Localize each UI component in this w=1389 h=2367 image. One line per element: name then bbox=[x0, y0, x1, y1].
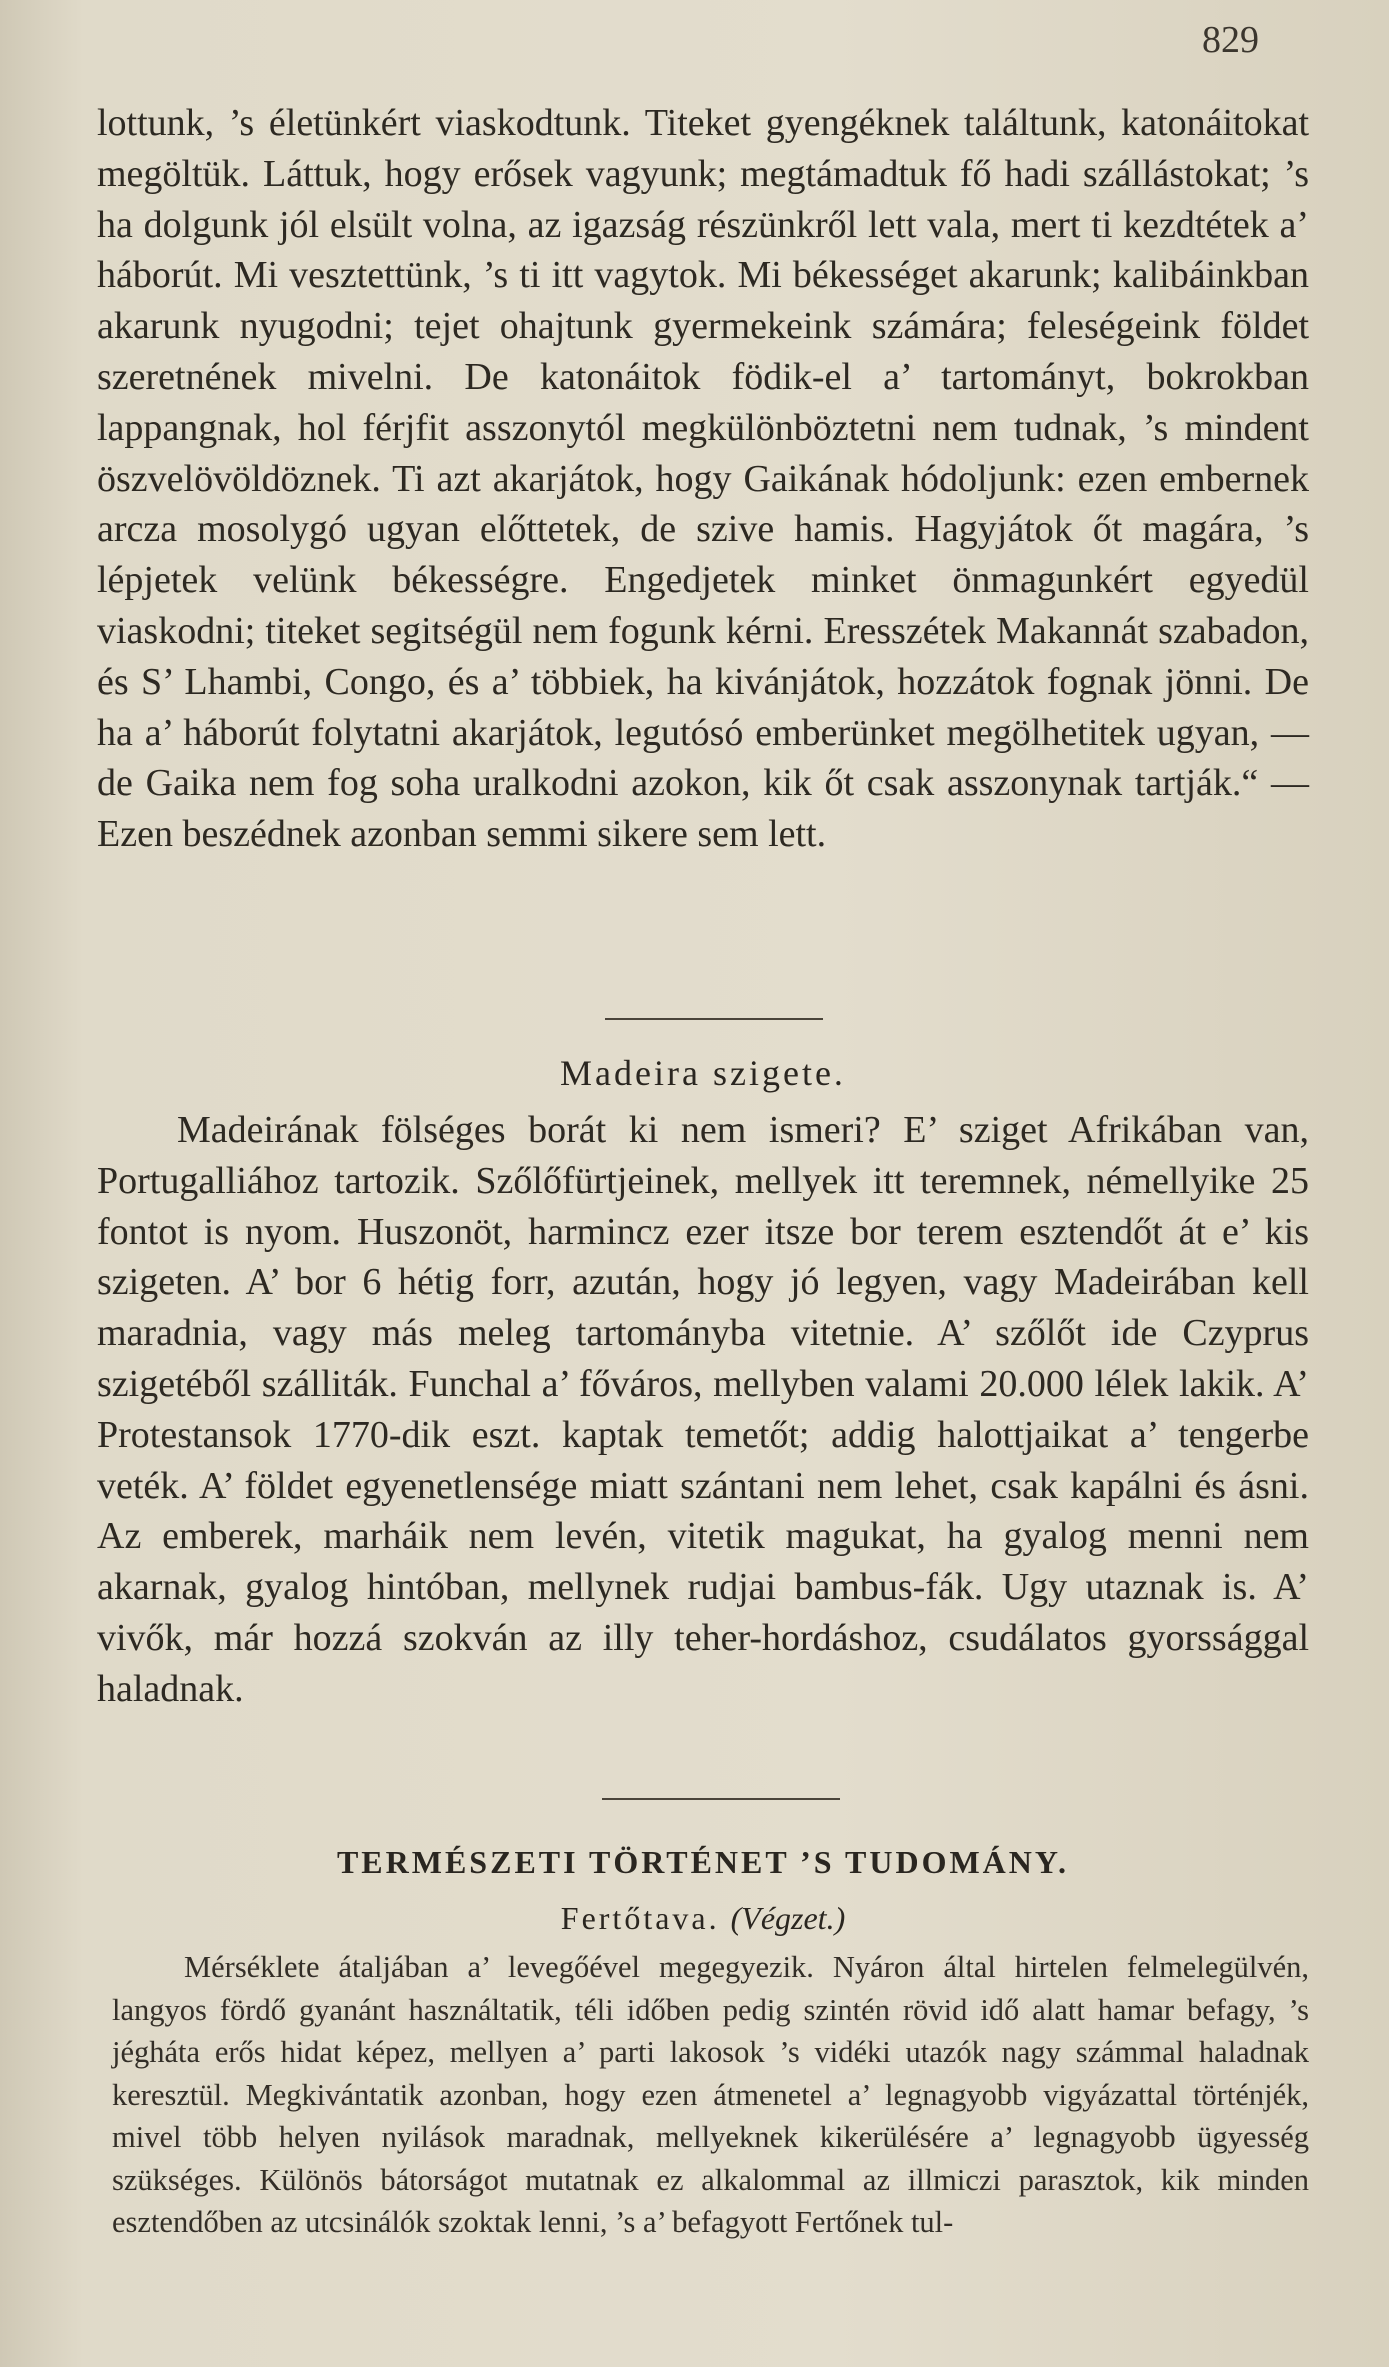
madeira-paragraph-block bbox=[97, 1105, 1309, 1715]
speech-paragraph: lottunk, ’s életünkért viaskodtunk. Titeket gyengéknek találtunk, katonáitokat megöltük. Láttuk, hogy erősek vagyunk; megtámadtuk fő hadi szállástokat; ’s ha dolgunk jól elsült volna, az igazság részünkről lett vala, mert ti kezdtétek a’ háborút. Mi vesztettünk, ’s ti itt vagytok. Mi békességet akarunk; kalibáinkban akarunk nyugodni; tejet ohajtunk gyermekeink számára; feleségeink földet szeretnének mivelni. De katonáitok födik-el a’ tartományt, bokrokban lappangnak, hol férjfit asszonytól megkülönböztetni nem tudnak, ’s mindent öszvelövöldöznek. Ti azt akarjátok, hogy Gaikának hódoljunk: ezen embernek arcza mosolygó ugyan előttetek, de szive hamis. Hagyjátok őt magára, ’s lépjetek velünk békességre. Engedjetek minket önmagunkért egyedül viaskodni; titeket segitségül nem fogunk kérni. Eresszétek Makannát szabadon, és S’ Lhambi, Congo, és a’ többiek, ha kivánjátok, hozzátok fognak jönni. De ha a’ háborút folytatni akarjátok, legutósó emberünket megölhetitek ugyan, — de Gaika nem fog soha uralkodni azokon, kik őt csak asszonynak tartják.“ — Ezen beszédnek azonban semmi sikere sem lett. bbox=[97, 102, 1309, 856]
section-divider-top bbox=[605, 1018, 823, 1020]
fertotava-subheading bbox=[97, 1900, 1309, 1937]
section-divider-middle bbox=[602, 1798, 840, 1800]
page-number: 829 bbox=[1202, 19, 1259, 61]
fertotava-note: (Végzet.) bbox=[730, 1900, 846, 1936]
natural-history-paragraph-block bbox=[112, 1946, 1309, 2244]
fertotava-subtitle: Fertőtava. bbox=[560, 1900, 720, 1936]
natural-history-heading: TERMÉSZETI TÖRTÉNET ’S TUDOMÁNY. bbox=[336, 1844, 1070, 1880]
madeira-paragraph: Madeirának fölséges borát ki nem ismeri? E’ sziget Afrikában van, Portugalliához tartozik. Szőlőfürtjeinek, mellyek itt teremnek, némellyike 25 fontot is nyom. Huszonöt, harmincz ezer itsze bor terem esztendőt át e’ kis szigeten. A’ bor 6 hétig forr, azután, hogy jó legyen, vagy Madeirában kell maradnia, vagy más meleg tartományba vitetnie. A’ szőlőt ide Czyprus szigetéből szálliták. Funchal a’ főváros, mellyben valami 20.000 lélek lakik. A’ Protestansok 1770-dik eszt. kaptak temetőt; addig halottjaikat a’ tengerbe veték. A’ földet egyenetlensége miatt szántani nem lehet, csak kapálni és ásni. Az emberek, marháik nem levén, vitetik magukat, ha gyalog menni nem akarnak, gyalog hintóban, mellynek rudjai bambus-fák. Ugy utaznak is. A’ vivők, már hozzá szokván az illy teher-hordáshoz, csudálatos gyorssággal haladnak. bbox=[97, 1109, 1309, 1710]
natural-history-paragraph: Mérséklete átaljában a’ levegőével megegyezik. Nyáron által hirtelen felmelegülvén, langyos fördő gyanánt használtatik, téli időben pedig szintén rövid idő alatt hamar befagy, ’s jéghátа erős hidat képez, mellyen a’ parti lakosok ’s vidéki utazók nagy számmal haladnak keresztül. Megkivántatik azonban, hogy ezen átmenetel a’ legnagyobb vigyázattal történjék, mivel több helyen nyilások maradnak, mellyeknek kikerülésére a’ legnagyobb ügyesség szükséges. Különös bátorságot mutatnak ez alkalommal az illmiczi parasztok, kik minden esztendőben az utcsinálók szoktak lenni, ’s a’ befagyott Fertőnek tul- bbox=[112, 1950, 1309, 2239]
madeira-heading: Madeira szigete. bbox=[560, 1053, 846, 1093]
speech-paragraph-block bbox=[97, 98, 1309, 860]
